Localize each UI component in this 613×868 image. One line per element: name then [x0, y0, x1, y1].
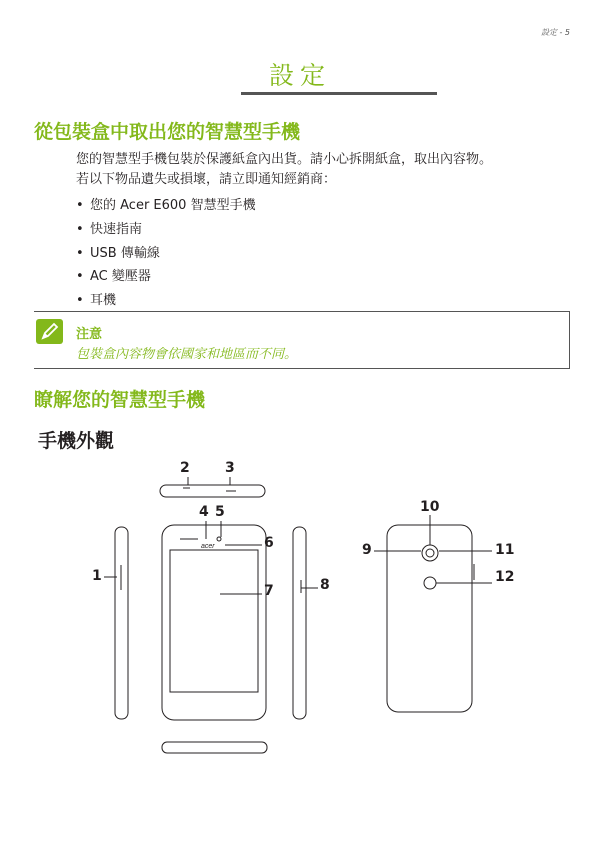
callout-9: 9	[362, 542, 372, 558]
note-text: 包裝盒內容物會依國家和地區而不同。	[76, 347, 298, 362]
list-item: • 耳機	[76, 293, 117, 308]
phone-front-view	[162, 525, 266, 720]
camera-lens	[422, 545, 438, 561]
list-item: • 您的 Acer E600 智慧型手機	[76, 198, 256, 213]
phone-diagram-drawing	[0, 455, 613, 765]
paragraph-line-1: 您的智慧型手機包裝於保護紙盒內出貨。請小心拆開紙盒，取出內容物。	[76, 152, 493, 167]
list-item-label: 耳機	[90, 293, 117, 308]
running-header: 設定 - 5	[540, 28, 570, 37]
paragraph-line-2: 若以下物品遺失或損壞，請立即通知經銷商：	[76, 172, 337, 187]
callout-3: 3	[225, 460, 235, 476]
callout-2: 2	[180, 460, 190, 476]
section-heading-unboxing: 從包裝盒中取出您的智慧型手機	[34, 121, 301, 143]
phone-top-view	[160, 485, 265, 497]
subheading-phone-views: 手機外觀	[38, 430, 115, 452]
pencil-icon	[36, 319, 63, 344]
phone-diagram	[0, 455, 613, 765]
list-item: • 快速指南	[76, 222, 143, 237]
callout-5: 5	[215, 504, 225, 520]
list-item-label: AC 變壓器	[90, 269, 151, 284]
list-item-label: USB 傳輸線	[90, 246, 160, 261]
acer-logo: acer	[201, 543, 215, 550]
note-title: 注意	[76, 327, 103, 342]
callout-10: 10	[420, 499, 440, 515]
callout-11: 11	[495, 542, 515, 558]
list-item: • AC 變壓器	[76, 269, 151, 284]
callout-4: 4	[199, 504, 209, 520]
phone-right-side	[293, 527, 306, 719]
phone-bottom-view	[162, 742, 267, 753]
phone-screen	[170, 550, 258, 692]
callout-12: 12	[495, 569, 515, 585]
list-item-label: 您的 Acer E600 智慧型手機	[90, 198, 256, 213]
unboxing-paragraph	[76, 150, 588, 190]
list-item: • USB 傳輸線	[76, 246, 160, 261]
list-item-label: 快速指南	[90, 222, 143, 237]
speaker-grille	[424, 577, 436, 589]
callout-7: 7	[264, 583, 274, 599]
callout-6: 6	[264, 535, 274, 551]
phone-left-side	[115, 527, 128, 719]
phone-back-view	[387, 525, 472, 712]
chapter-title: 設定	[268, 61, 331, 90]
callout-8: 8	[320, 577, 330, 593]
section-heading-know-phone: 瞭解您的智慧型手機	[34, 389, 206, 411]
callout-1: 1	[92, 568, 102, 584]
chapter-title-underline	[241, 92, 437, 95]
